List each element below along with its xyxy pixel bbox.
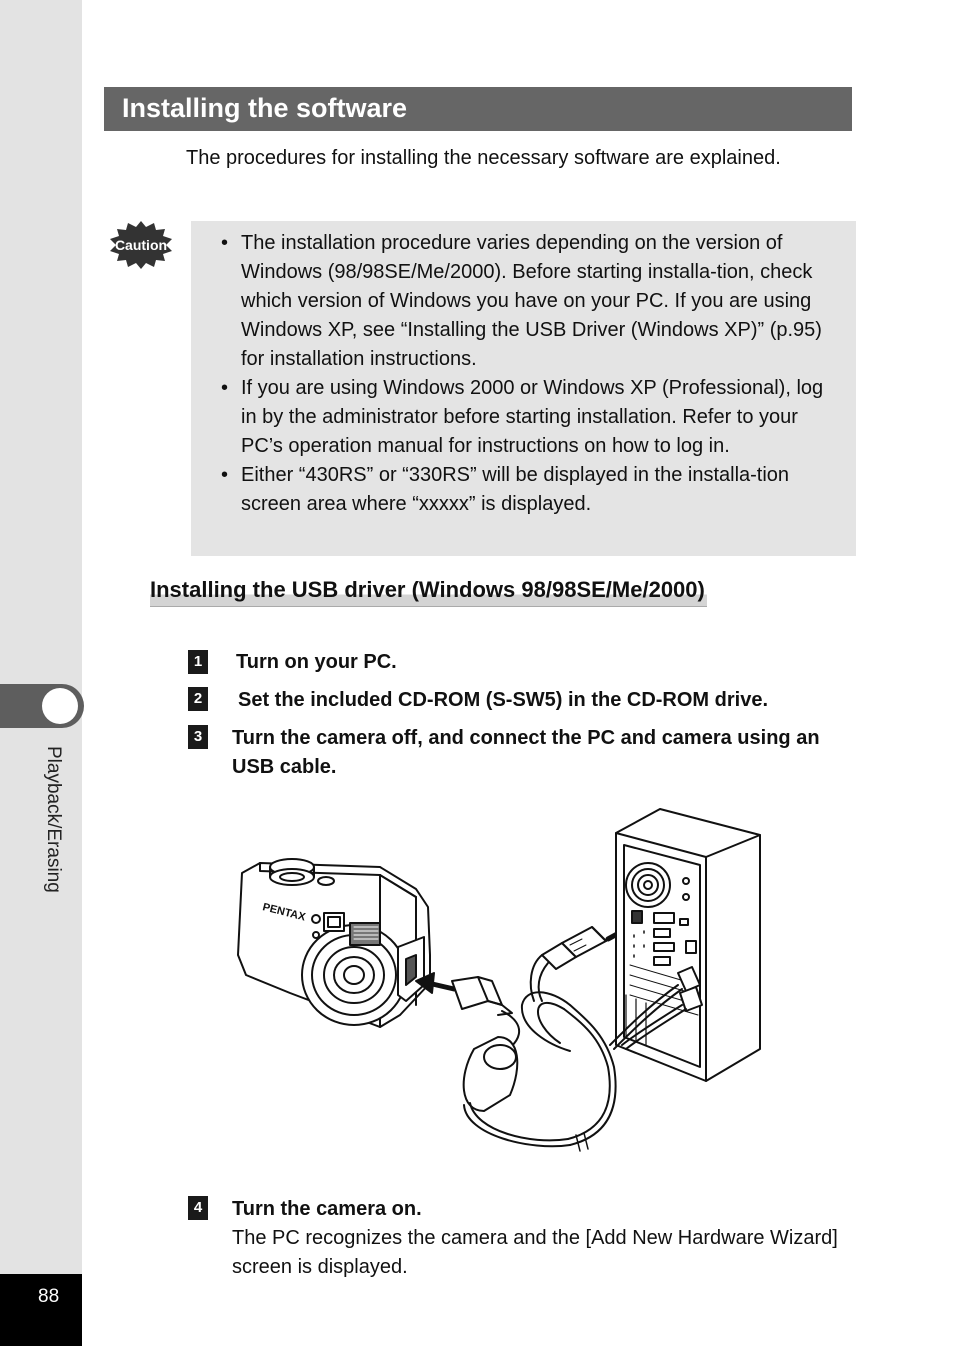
- subsection-heading: Installing the USB driver (Windows 98/98SE/Me/2000): [150, 577, 707, 607]
- usb-cable-illustration: [452, 927, 616, 1151]
- camera-illustration: [238, 859, 430, 1027]
- pc-tower-illustration: [610, 809, 760, 1081]
- caution-icon-label: Caution: [114, 237, 168, 253]
- title-bar: [104, 87, 852, 131]
- step-4-number: 4: [188, 1196, 208, 1220]
- usb-connection-illustration: [230, 805, 770, 1155]
- step-4-text: Turn the camera on.: [232, 1198, 422, 1220]
- step-1-number: 1: [188, 650, 208, 674]
- camera-brand-label: PENTAX: [261, 901, 307, 924]
- step-3-number: 3: [188, 725, 208, 749]
- page-title: Installing the software: [122, 93, 408, 123]
- section-label: Playback/Erasing: [43, 746, 64, 893]
- page-number-box: [0, 1274, 82, 1346]
- section-tab-circle-inner: [42, 688, 78, 724]
- caution-bullet-2: • If you are using Windows 2000 or Windows XP (Professional), log in by the administrator before starting installation. Refer to your PC’s operation manual for instructions on how to log in.: [219, 374, 831, 461]
- step-4-description: The PC recognizes the camera and the [Add New Hardware Wizard] screen is displayed.: [232, 1227, 838, 1278]
- intro-text: The procedures for installing the necessary software are explained.: [186, 147, 781, 169]
- caution-bullet-3: • Either “430RS” or “330RS” will be displayed in the installa-tion screen area where “xxxxx” is displayed.: [219, 461, 831, 519]
- page-number: 88: [38, 1286, 60, 1307]
- step-2-text: Set the included CD-ROM (S-SW5) in the CD-ROM drive.: [238, 689, 769, 711]
- step-1-text: Turn on your PC.: [236, 651, 397, 673]
- caution-icon: [108, 220, 174, 270]
- caution-bullet-1: • The installation procedure varies depending on the version of Windows (98/98SE/Me/2000). Before starting installa-tion, check which version of Windows you have on your PC. If you are using Windows XP, see “Installing the USB Driver (Windows XP)” (p.95) for installation instructions.: [219, 229, 831, 374]
- step-2-number: 2: [188, 687, 208, 711]
- caution-list: [219, 229, 831, 519]
- step-3-text: Turn the camera off, and connect the PC and camera using an USB cable.: [232, 727, 820, 778]
- caution-box: [191, 221, 856, 556]
- sidebar: [0, 0, 82, 1346]
